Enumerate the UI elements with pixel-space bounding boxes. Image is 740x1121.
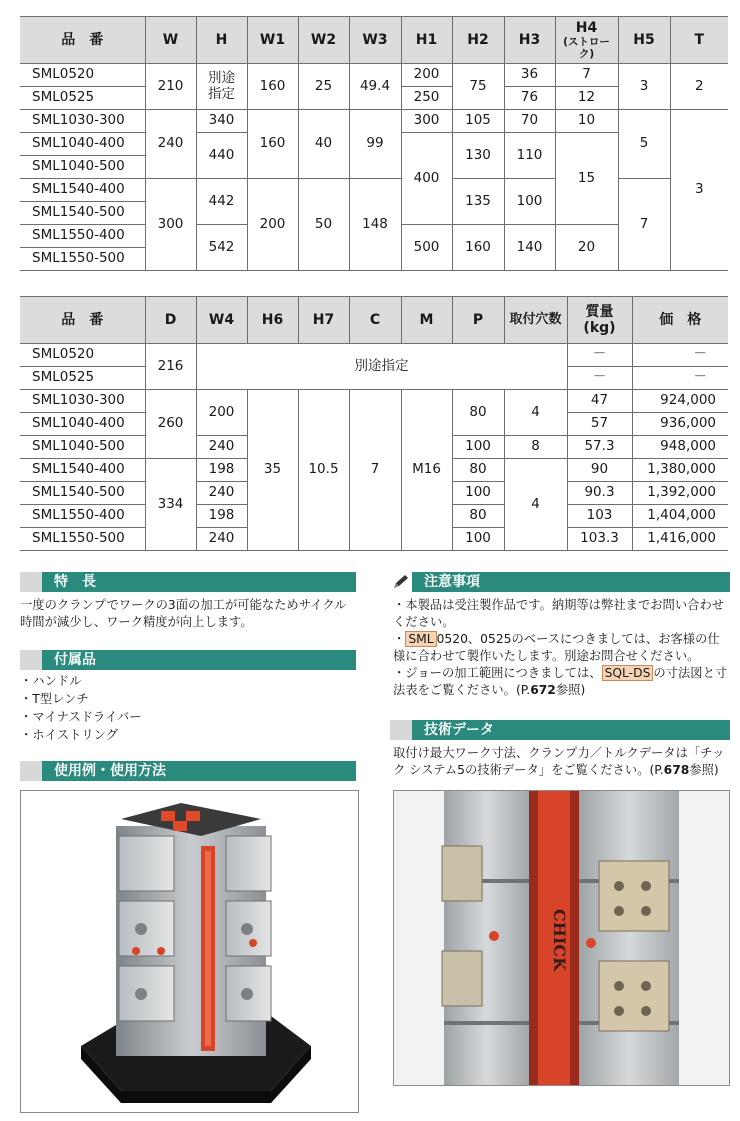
cell-w3: 148 xyxy=(349,179,401,271)
header-price: 価 格 xyxy=(632,297,728,344)
heading-marker xyxy=(20,761,42,781)
cell-w4: 198 xyxy=(196,459,247,482)
cell-mass: 103.3 xyxy=(567,528,632,551)
table-row-part-no: SML1040-500 xyxy=(20,436,145,459)
cell-mass: － xyxy=(567,367,632,390)
table-row-part-no: SML1040-400 xyxy=(20,133,145,156)
cell-mass: 90 xyxy=(567,459,632,482)
cell-w2: 40 xyxy=(298,110,349,179)
cautions-text xyxy=(393,597,730,699)
cell-holes: 4 xyxy=(504,459,567,551)
caution-item-3-prefix: ・ジョーの加工範囲につきましては、 xyxy=(393,666,602,680)
header-w1: W1 xyxy=(247,17,298,64)
cell-price: － xyxy=(632,344,728,367)
cell-h1: 400 xyxy=(401,133,452,225)
cell-h: 別途指定 xyxy=(196,64,247,110)
cell-h4: 15 xyxy=(555,133,618,225)
header-h4-sub: (ストローク) xyxy=(563,35,610,61)
cell-d: 334 xyxy=(145,459,196,551)
cell-w2: 50 xyxy=(298,179,349,271)
tech-text-body: 取付け最大ワーク寸法、クランプ力／トルクデータは「チック システム5の技術データ」をご覧ください。(P. xyxy=(393,746,725,777)
tech-title: 技術データ xyxy=(424,722,494,738)
heading-marker xyxy=(390,720,412,740)
cell-m: M16 xyxy=(401,390,452,551)
cell-price: 936,000 xyxy=(632,413,728,436)
cell-w1: 200 xyxy=(247,179,298,271)
cell-w2: 25 xyxy=(298,64,349,110)
table-row-part-no: SML1540-500 xyxy=(20,202,145,225)
closeup-illustration xyxy=(394,791,730,1086)
bullet: ・ xyxy=(393,632,406,646)
table-row-part-no: SML1540-500 xyxy=(20,482,145,505)
product-photo-tombstone xyxy=(20,790,359,1113)
page-ref: 672 xyxy=(530,683,556,697)
header-h6: H6 xyxy=(247,297,298,344)
cell-mass: 103 xyxy=(567,505,632,528)
heading-marker xyxy=(20,650,42,670)
cell-price: 948,000 xyxy=(632,436,728,459)
cell-w: 210 xyxy=(145,64,196,110)
header-m: M xyxy=(401,297,452,344)
cell-d: 216 xyxy=(145,344,196,390)
table-row-part-no: SML1550-500 xyxy=(20,248,145,271)
accessories-heading xyxy=(20,650,356,670)
cell-h5: 3 xyxy=(618,64,670,110)
features-title: 特 長 xyxy=(54,574,96,590)
cell-h1: 500 xyxy=(401,225,452,271)
cell-mass: 47 xyxy=(567,390,632,413)
cell-h4: 10 xyxy=(555,110,618,133)
spec-table-base xyxy=(20,296,728,551)
cell-h5: 7 xyxy=(618,179,670,271)
cell-holes: 8 xyxy=(504,436,567,459)
cell-w3: 99 xyxy=(349,110,401,179)
page-ref: 678 xyxy=(663,763,690,777)
cell-h4: 7 xyxy=(555,64,618,87)
cell-t: 2 xyxy=(670,64,728,110)
table-row-part-no: SML0520 xyxy=(20,344,145,367)
table-row-part-no: SML0525 xyxy=(20,87,145,110)
cell-h5: 5 xyxy=(618,110,670,179)
model-tag-sql-ds: SQL-DS xyxy=(602,665,654,681)
header-t: T xyxy=(670,17,728,64)
caution-item-1: ・本製品は受注製作品です。納期等は弊社までお問い合わせください。 xyxy=(393,598,725,629)
header-w: W xyxy=(145,17,196,64)
cell-w4: 240 xyxy=(196,436,247,459)
cell-h4: 20 xyxy=(555,225,618,271)
tech-heading xyxy=(390,720,730,740)
cell-w1: 160 xyxy=(247,110,298,179)
header-h2: H2 xyxy=(452,17,504,64)
caution-item-3-end: 参照) xyxy=(555,683,586,697)
cell-mass: － xyxy=(567,344,632,367)
caution-item-2 xyxy=(393,631,730,665)
pencil-icon xyxy=(392,574,410,590)
cell-w3: 49.4 xyxy=(349,64,401,110)
header-c: C xyxy=(349,297,401,344)
header-w4: W4 xyxy=(196,297,247,344)
spec-table-dimensions xyxy=(20,16,728,271)
cell-h1: 250 xyxy=(401,87,452,110)
cell-t: 3 xyxy=(670,110,728,271)
cell-w1: 160 xyxy=(247,64,298,110)
cell-w4: 198 xyxy=(196,505,247,528)
cell-h6: 35 xyxy=(247,390,298,551)
table-row-part-no: SML1040-400 xyxy=(20,413,145,436)
heading-marker xyxy=(20,572,42,592)
usage-heading xyxy=(20,761,356,781)
cell-h3: 70 xyxy=(504,110,555,133)
cell-w4: 240 xyxy=(196,482,247,505)
header-w3: W3 xyxy=(349,17,401,64)
cell-price: 1,416,000 xyxy=(632,528,728,551)
cell-c: 7 xyxy=(349,390,401,551)
cell-price: 924,000 xyxy=(632,390,728,413)
header-part-no: 品 番 xyxy=(20,17,145,64)
list-item: ・ハンドル xyxy=(20,674,82,688)
header-mass xyxy=(567,297,632,344)
cell-p: 80 xyxy=(452,505,504,528)
cell-mass: 90.3 xyxy=(567,482,632,505)
cell-price: － xyxy=(632,367,728,390)
table-row-part-no: SML1030-300 xyxy=(20,390,145,413)
cell-mass: 57 xyxy=(567,413,632,436)
tech-text xyxy=(393,745,733,779)
header-holes: 取付穴数 xyxy=(504,297,567,344)
cell-h2: 130 xyxy=(452,133,504,179)
header-d: D xyxy=(145,297,196,344)
accessories-list xyxy=(20,672,356,744)
table-row-part-no: SML1040-500 xyxy=(20,156,145,179)
table-row-part-no: SML0520 xyxy=(20,64,145,87)
cell-holes: 4 xyxy=(504,390,567,436)
list-item: ・ホイストリング xyxy=(20,728,119,742)
header-h4-label: H4 xyxy=(575,19,598,36)
cell-p: 100 xyxy=(452,482,504,505)
header-w2: W2 xyxy=(298,17,349,64)
brand-logo: CHICK xyxy=(550,909,569,971)
features-heading xyxy=(20,572,356,592)
cell-h1: 200 xyxy=(401,64,452,87)
table-row-part-no: SML1030-300 xyxy=(20,110,145,133)
header-h7: H7 xyxy=(298,297,349,344)
table-row-part-no: SML1550-400 xyxy=(20,505,145,528)
cell-h: 442 xyxy=(196,179,247,225)
header-part-no: 品 番 xyxy=(20,297,145,344)
cell-h4: 12 xyxy=(555,87,618,110)
usage-title: 使用例・使用方法 xyxy=(54,763,166,779)
cell-p: 100 xyxy=(452,528,504,551)
cell-h2: 105 xyxy=(452,110,504,133)
cell-mass: 57.3 xyxy=(567,436,632,459)
cell-h: 542 xyxy=(196,225,247,271)
cautions-heading xyxy=(390,572,730,592)
cell-price: 1,392,000 xyxy=(632,482,728,505)
model-tag-sml: SML xyxy=(405,631,436,647)
list-item: ・T型レンチ xyxy=(20,692,89,706)
table-row-part-no: SML0525 xyxy=(20,367,145,390)
caution-item-3-suffix: の寸法図と寸法表をご覧ください。(P. xyxy=(393,666,728,697)
tombstone-illustration xyxy=(21,791,359,1113)
accessories-title: 付属品 xyxy=(54,652,96,668)
cell-h: 440 xyxy=(196,133,247,179)
cell-w4: 200 xyxy=(196,390,247,436)
cell-price: 1,404,000 xyxy=(632,505,728,528)
header-h5: H5 xyxy=(618,17,670,64)
list-item: ・マイナスドライバー xyxy=(20,710,142,724)
cell-p: 80 xyxy=(452,459,504,482)
header-mass-label: 質量 xyxy=(585,303,614,320)
cell-h2: 135 xyxy=(452,179,504,225)
table-row-part-no: SML1540-400 xyxy=(20,179,145,202)
cell-p: 80 xyxy=(452,390,504,436)
header-h1: H1 xyxy=(401,17,452,64)
cell-h3: 100 xyxy=(504,179,555,225)
table-row-part-no: SML1550-400 xyxy=(20,225,145,248)
table-row-part-no: SML1540-400 xyxy=(20,459,145,482)
caution-item-2-text: 0520、0525のベースにつきましては、お客様の仕様に合わせて製作いたします。別途お問合せください。 xyxy=(393,632,720,663)
cell-d: 260 xyxy=(145,390,196,459)
cell-h2: 160 xyxy=(452,225,504,271)
table-row-part-no: SML1550-500 xyxy=(20,528,145,551)
header-h3: H3 xyxy=(504,17,555,64)
cell-w: 240 xyxy=(145,110,196,179)
product-photo-closeup xyxy=(393,790,730,1086)
cell-price: 1,380,000 xyxy=(632,459,728,482)
cell-h3: 36 xyxy=(504,64,555,87)
cell-special-order: 別途指定 xyxy=(196,344,567,390)
cell-h: 340 xyxy=(196,110,247,133)
header-p: P xyxy=(452,297,504,344)
cell-h2: 75 xyxy=(452,64,504,110)
cell-h3: 110 xyxy=(504,133,555,179)
cell-w: 300 xyxy=(145,179,196,271)
cell-p: 100 xyxy=(452,436,504,459)
tech-text-end: 参照) xyxy=(689,763,719,777)
header-h4 xyxy=(555,17,618,64)
cell-h1: 300 xyxy=(401,110,452,133)
header-h: H xyxy=(196,17,247,64)
caution-item-3 xyxy=(393,665,730,699)
header-mass-unit: (kg) xyxy=(583,320,616,336)
cell-h3: 76 xyxy=(504,87,555,110)
cautions-title: 注意事項 xyxy=(424,574,480,590)
cell-w4: 240 xyxy=(196,528,247,551)
features-text: 一度のクランプでワークの3面の加工が可能なためサイクル時間が減少し、ワーク精度が向上します。 xyxy=(20,598,347,629)
cell-h7: 10.5 xyxy=(298,390,349,551)
cell-h3: 140 xyxy=(504,225,555,271)
